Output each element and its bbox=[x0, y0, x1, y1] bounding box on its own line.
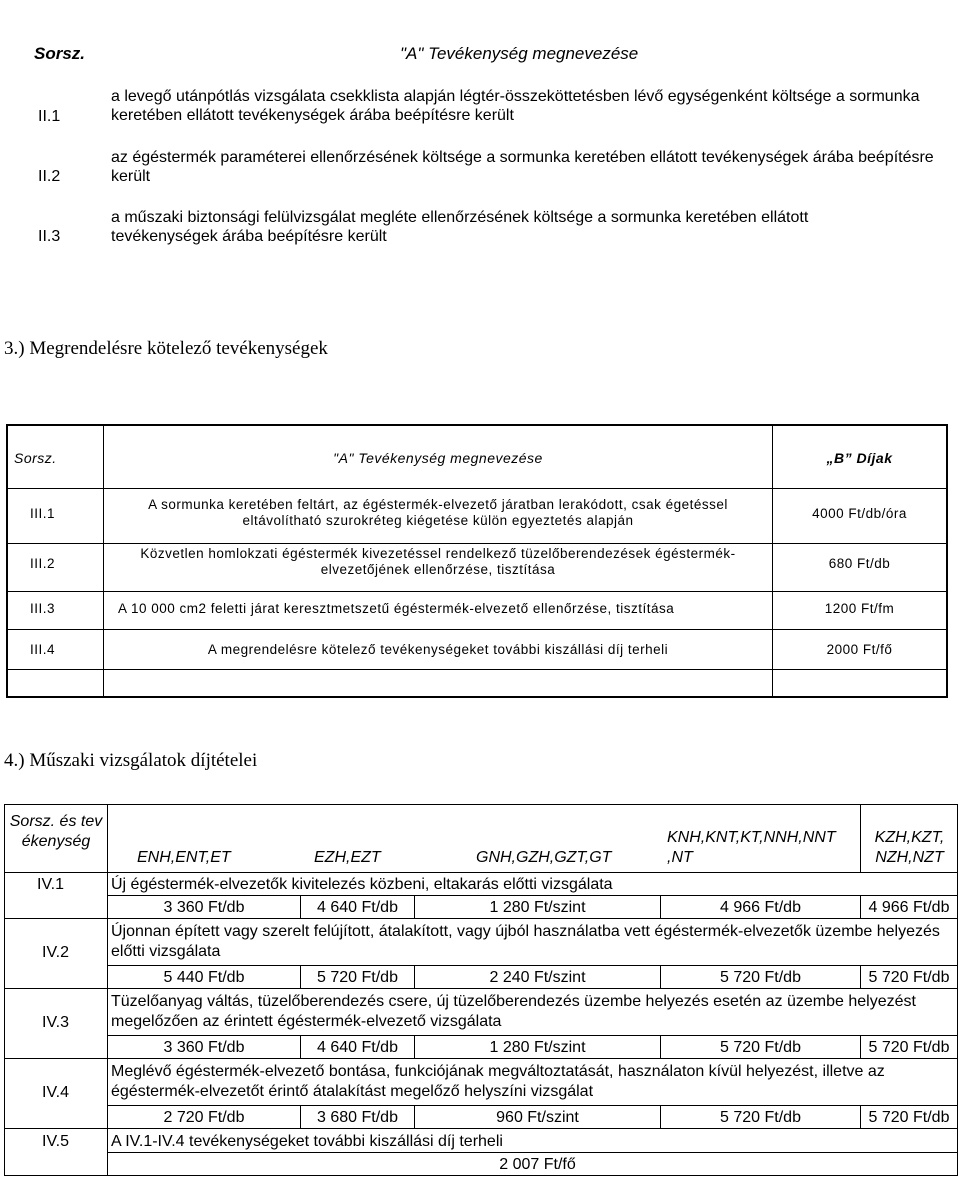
sec4-row2-fee-3: 2 240 Ft/szint bbox=[489, 969, 586, 986]
section3-title: 3.) Megrendelésre kötelező tevékenységek bbox=[4, 338, 328, 359]
sec4-row2-fee-2: 5 720 Ft/db bbox=[317, 969, 398, 986]
sec4-header-col5: KNH,KNT,KT,NNH,NNT ,NT bbox=[667, 829, 836, 866]
sec4-row3-fee-2: 4 640 Ft/db bbox=[317, 1039, 398, 1056]
sec4-row4-fee-1: 2 720 Ft/db bbox=[163, 1109, 245, 1126]
sec2-header-sorsz: Sorsz. bbox=[34, 44, 86, 63]
sec4-row1-fee-2: 4 640 Ft/db bbox=[317, 899, 398, 916]
sec4-row1-fee-1: 3 360 Ft/db bbox=[163, 899, 245, 916]
sec3-row-text-1: A sormunka keretében feltárt, az égéstermék-elvezető járatban lerakódott, csak égetéssel eltávolítható szurokréteg kiégetése külön egyeztetés alapján bbox=[148, 497, 728, 528]
sec4-row-text-2: Újonnan épített vagy szerelt felújított, átalakított, vagy újból használatba vett égéstermék-elvezetők üzembe helyezés előtti vizsgálata bbox=[111, 923, 940, 960]
sec2-row-id-1: II.1 bbox=[38, 108, 61, 125]
sec3-header-activity: "A" Tevékenység megnevezése bbox=[333, 450, 543, 466]
sec4-row-id-4: IV.4 bbox=[42, 1084, 69, 1101]
sec3-row-fee-1: 4000 Ft/db/óra bbox=[812, 506, 907, 521]
sec4-row2-fee-5: 5 720 Ft/db bbox=[868, 969, 950, 986]
sec4-row3-fee-1: 3 360 Ft/db bbox=[163, 1039, 245, 1056]
sec2-row-text-2: az égéstermék paraméterei ellenőrzésének költsége a sormunka keretében ellátott tevékenységek árába beépítésre került bbox=[111, 149, 934, 185]
sec4-header-col4: GNH,GZH,GZT,GT bbox=[476, 849, 612, 866]
sec2-row-id-3: II.3 bbox=[38, 228, 61, 245]
sec3-row-fee-3: 1200 Ft/fm bbox=[824, 601, 895, 616]
sec4-row1-fee-3: 1 280 Ft/szint bbox=[489, 899, 586, 916]
section4-title: 4.) Műszaki vizsgálatok díjtételei bbox=[4, 750, 258, 771]
sec3-header-sorsz: Sorsz. bbox=[14, 450, 57, 466]
sec4-row-id-5: IV.5 bbox=[42, 1133, 69, 1150]
sec4-row-text-1: Új égéstermék-elvezetők kivitelezés közbeni, eltakarás előtti vizsgálata bbox=[111, 876, 613, 893]
sec3-row-fee-2: 680 Ft/db bbox=[828, 556, 891, 571]
sec2-header-activity: "A" Tevékenység megnevezése bbox=[400, 44, 639, 63]
sec4-row1-fee-5: 4 966 Ft/db bbox=[868, 899, 950, 916]
sec2-row-text-3: a műszaki biztonsági felülvizsgálat megléte ellenőrzésének költsége a sormunka keretében ellátott tevékenységek árába beépítésre került bbox=[111, 209, 809, 245]
sec3-row-text-2: Közvetlen homlokzati égéstermék kivezetéssel rendelkező tüzelőberendezések égéstermék-elvezetőjének ellenőrzése, tisztítása bbox=[140, 546, 736, 577]
sec4-header-col2: ENH,ENT,ET bbox=[137, 849, 231, 866]
sec2-row-id-2: II.2 bbox=[38, 168, 61, 185]
sec4-header-col6: KZH,KZT, NZH,NZT bbox=[874, 829, 945, 866]
sec3-row-id-1: III.1 bbox=[30, 506, 56, 521]
sec4-header-sorsz: Sorsz. és tevékenység bbox=[9, 813, 103, 850]
sec4-row5-fee: 2 007 Ft/fő bbox=[499, 1156, 576, 1173]
sec4-row2-fee-1: 5 440 Ft/db bbox=[163, 969, 245, 986]
sec4-row-id-3: IV.3 bbox=[42, 1014, 69, 1031]
sec2-row-text-1: a levegő utánpótlás vizsgálata csekklista alapján légtér-összeköttetésben lévő egységenként költsége a sormunka keretében ellátott tevékenységek árába beépítésre került bbox=[111, 88, 920, 124]
sec4-row4-fee-5: 5 720 Ft/db bbox=[868, 1109, 950, 1126]
sec3-row-fee-4: 2000 Ft/fő bbox=[826, 642, 893, 657]
sec4-row-text-4: Meglévő égéstermék-elvezető bontása, funkciójának megváltoztatását, használaton kívül helyezést, illetve az égéstermék-elvezetőt érintő átalakítást megelőző helyszíni vizsgálat bbox=[111, 1063, 885, 1100]
sec4-row4-fee-2: 3 680 Ft/db bbox=[317, 1109, 398, 1126]
section4-table bbox=[4, 804, 958, 1176]
sec3-header-fees: „B” Díjak bbox=[826, 450, 893, 466]
sec3-row-id-3: III.3 bbox=[30, 601, 56, 616]
sec4-row3-fee-5: 5 720 Ft/db bbox=[868, 1039, 950, 1056]
sec4-row3-fee-3: 1 280 Ft/szint bbox=[489, 1039, 586, 1056]
sec4-row-id-1: IV.1 bbox=[37, 876, 64, 893]
sec4-row2-fee-4: 5 720 Ft/db bbox=[720, 969, 801, 986]
sec3-row-text-3: A 10 000 cm2 feletti járat keresztmetszetű égéstermék-elvezető ellenőrzése, tisztítása bbox=[118, 601, 675, 616]
section3-table bbox=[6, 424, 948, 698]
sec4-row-id-2: IV.2 bbox=[42, 944, 69, 961]
sec4-row3-fee-4: 5 720 Ft/db bbox=[720, 1039, 801, 1056]
sec4-row4-fee-3: 960 Ft/szint bbox=[496, 1109, 579, 1126]
sec4-header-col3: EZH,EZT bbox=[314, 849, 381, 866]
sec3-row-id-2: III.2 bbox=[30, 556, 56, 571]
sec4-row4-fee-4: 5 720 Ft/db bbox=[720, 1109, 801, 1126]
sec4-row1-fee-4: 4 966 Ft/db bbox=[720, 899, 801, 916]
sec3-row-id-4: III.4 bbox=[30, 642, 56, 657]
sec3-row-text-4: A megrendelésre kötelező tevékenységeket további kiszállási díj terheli bbox=[207, 642, 669, 657]
sec4-row-text-3: Tüzelőanyag váltás, tüzelőberendezés csere, új tüzelőberendezés üzembe helyezés esetén az üzembe helyezést megelőzően az érintett égéstermék-elvezető vizsgálata bbox=[111, 993, 916, 1030]
sec4-row-text-5: A IV.1-IV.4 tevékenységeket további kiszállási díj terheli bbox=[111, 1133, 503, 1150]
